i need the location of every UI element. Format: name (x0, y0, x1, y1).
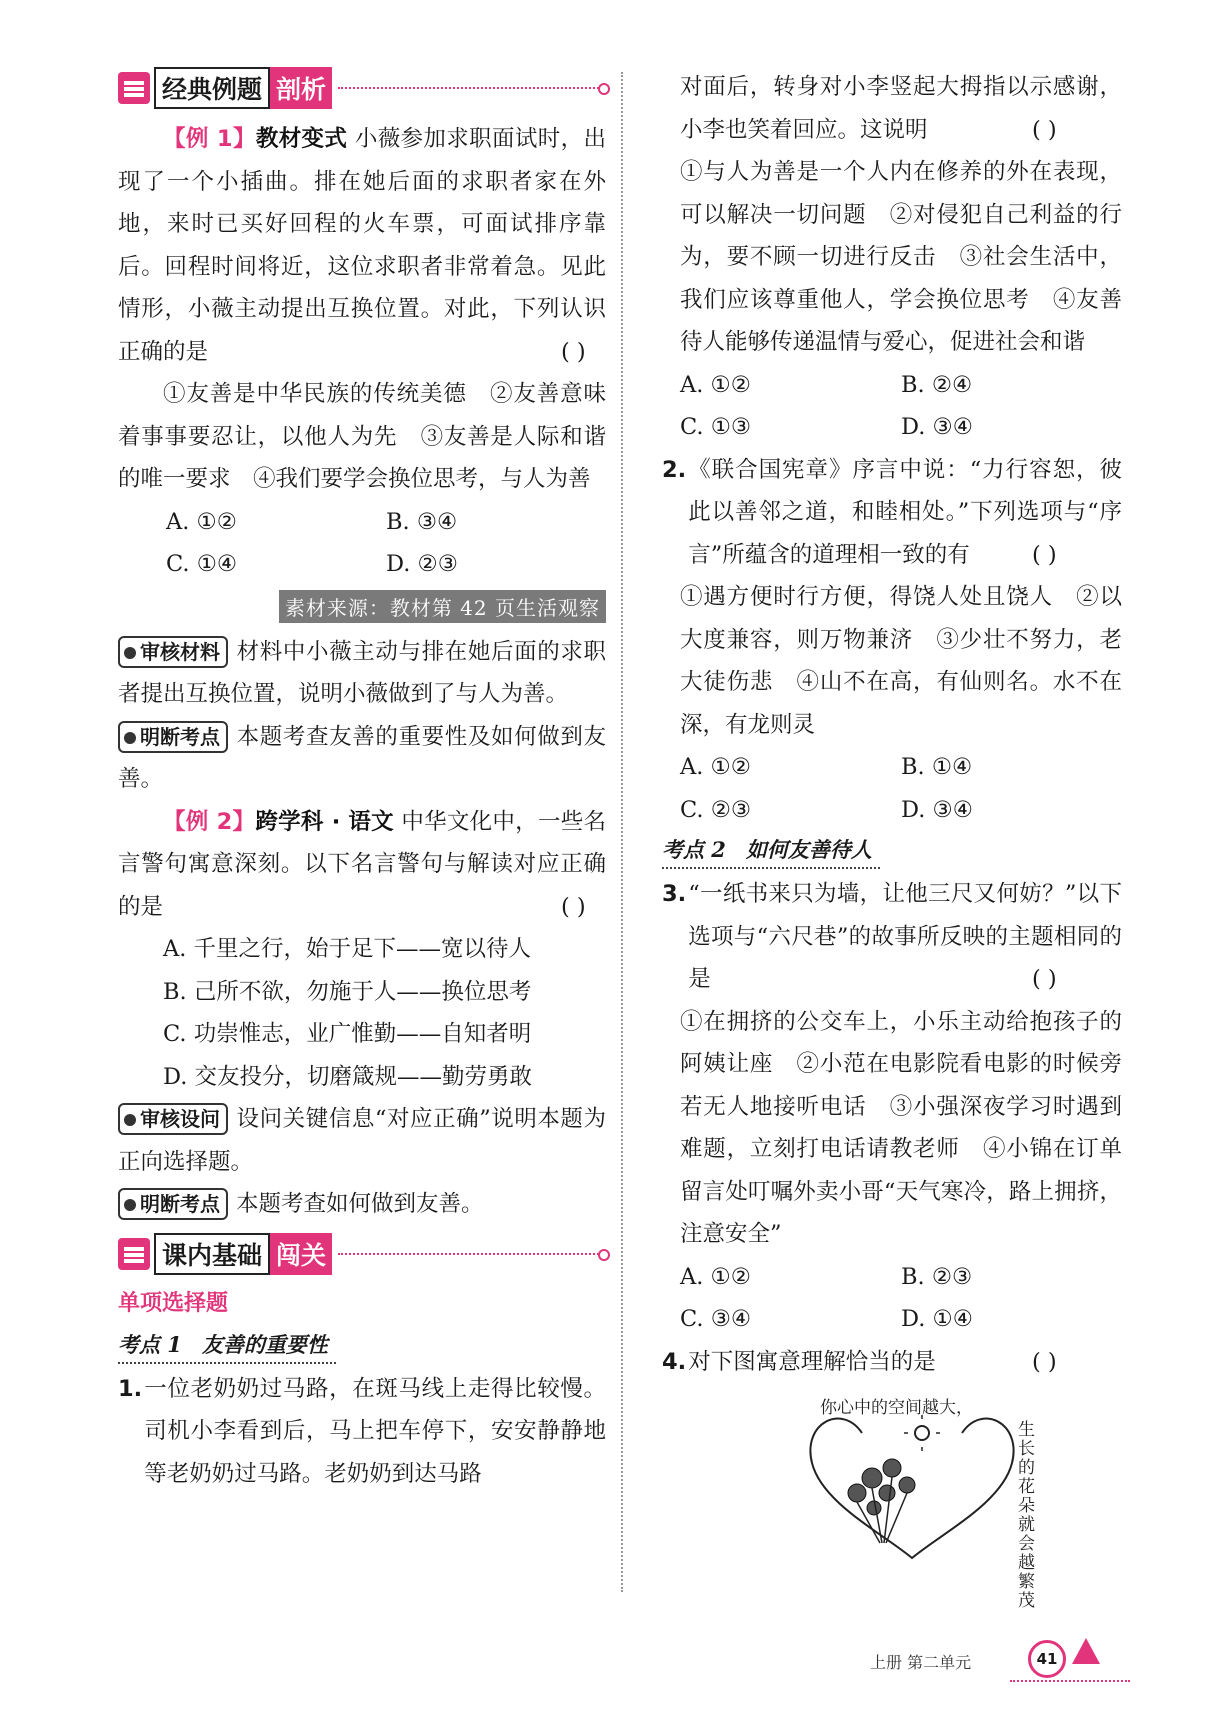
point-tag: 明断考点 (118, 721, 228, 753)
audit-tag: 审核设问 (118, 1103, 228, 1135)
option-a[interactable]: A. ①② (680, 754, 751, 780)
column-divider (621, 72, 623, 1592)
answer-paren: ( ) (561, 338, 586, 365)
sailboat-icon (1072, 1638, 1100, 1664)
material-source: 素材来源：教材第 42 页生活观察 (118, 590, 606, 623)
option-b[interactable]: B. 己所不欲，勿施于人——换位思考 (163, 978, 532, 1005)
option-a[interactable]: A. ①② (680, 1263, 751, 1290)
page-footer (870, 1634, 1140, 1694)
heart-flower-illustration (802, 1393, 1102, 1611)
answer-paren: ( ) (1032, 1348, 1057, 1375)
option-d[interactable]: D. ③④ (901, 796, 973, 823)
audit-tag: 审核材料 (118, 636, 228, 668)
option-b[interactable]: B. ②④ (901, 371, 973, 398)
section-title-part1: 课内基础 (154, 1233, 270, 1275)
option-d[interactable]: D. ②③ (386, 551, 458, 577)
section-divider (338, 87, 606, 89)
audit-question (118, 1098, 606, 1183)
option-c[interactable]: C. ③④ (680, 1306, 752, 1332)
audit-text: 设问关键信息“对应正确”说明本题为正向选择题。 (118, 1106, 606, 1175)
footer-label: 上册 第二单元 (870, 1653, 972, 1672)
option-c[interactable]: C. ①④ (166, 551, 238, 577)
answer-paren: ( ) (1032, 966, 1057, 992)
example-2-subtag: 跨学科 · 语文 (255, 808, 394, 835)
example-2-text: 中华文化中，一些名言警句寓意深刻。以下名言警句与解读对应正确的是 (118, 808, 606, 920)
question-3-stem: “一纸书来只为墙，让他三尺又何妨？”以下选项与“六尺巷”的故事所反映的主题相同的是 (688, 881, 1122, 992)
sun-icon (915, 1426, 929, 1440)
section-header-classic-examples (118, 66, 606, 110)
bullet-icon (124, 647, 136, 659)
question-2-options (662, 746, 1122, 831)
question-2-stem-wrap (688, 449, 1122, 577)
question-number: 4. (662, 1348, 687, 1375)
section-title-part2: 剖析 (270, 67, 332, 109)
wave-decoration (1010, 1680, 1130, 1688)
kaodian-2 (662, 833, 880, 869)
section-divider (338, 1253, 606, 1255)
question-1-statements: ①与人为善是一个人内在修养的外在表现，可以解决一切问题 ②对侵犯自己利益的行为，要不顾一切进行反击 ③社会生活中，我们应该尊重他人，学会换位思考 ④友善待人能够传递温情与爱心，促进社会和谐 (680, 159, 1122, 355)
example-2-stem (118, 801, 606, 929)
kaodian-title: 友善的重要性 (201, 1331, 328, 1357)
option-d[interactable]: D. 交友投分，切磨箴规——勤劳勇敢 (163, 1063, 533, 1090)
question-1-continued: 对面后，转身对小李竖起大拇指以示感谢，小李也笑着回应。这说明 ( ) (662, 66, 1122, 151)
example-1-tag: 【例 1】 (163, 126, 256, 152)
option-b[interactable]: B. ②③ (901, 1263, 973, 1290)
figure-side-text: 生长的花朵就会越繁茂 (1018, 1420, 1035, 1611)
answer-paren: ( ) (1032, 541, 1057, 568)
question-3 (662, 873, 1122, 1001)
books-icon (118, 72, 150, 104)
example-2-options (118, 928, 606, 1098)
question-1-options (662, 364, 1122, 449)
books-icon (118, 1238, 150, 1270)
option-d[interactable]: D. ③④ (901, 414, 973, 440)
option-b[interactable]: B. ③④ (386, 508, 458, 535)
audit-text: 材料中小薇主动与排在她后面的求职者提出互换位置，说明小薇做到了与人为善。 (118, 638, 606, 707)
right-column (662, 66, 1122, 1611)
question-4 (662, 1341, 1122, 1384)
audit-material (118, 631, 606, 716)
heart-flower-drawing (802, 1393, 1102, 1563)
point-text: 本题考查友善的重要性及如何做到友善。 (118, 723, 606, 792)
point-tag: 明断考点 (118, 1188, 228, 1220)
question-3-stem-wrap (688, 873, 1122, 1001)
bullet-icon (124, 1199, 136, 1211)
question-4-stem: 对下图寓意理解恰当的是 (688, 1348, 936, 1375)
kaodian-title: 如何友善待人 (745, 837, 872, 862)
option-a[interactable]: A. ①② (680, 371, 751, 398)
option-b[interactable]: B. ①④ (901, 754, 973, 780)
left-column (118, 66, 606, 1495)
bullet-icon (124, 1114, 136, 1126)
question-1-stem: 一位老奶奶过马路，在斑马线上走得比较慢。司机小李看到后，马上把车停下，安安静静地等老奶奶过马路。老奶奶到达马路 (144, 1375, 606, 1487)
point-text: 本题考查如何做到友善。 (236, 1191, 484, 1217)
option-a[interactable]: A. ①② (166, 508, 237, 535)
kaodian-1 (118, 1328, 336, 1364)
answer-paren: ( ) (1032, 116, 1057, 143)
example-1-subtag: 教材变式 (255, 126, 348, 152)
question-4-stem-wrap (688, 1341, 1122, 1384)
figure-top-text: 你心中的空间越大， (820, 1398, 973, 1418)
section-title-part1: 经典例题 (154, 67, 270, 109)
example-1-stem (118, 118, 606, 373)
question-number: 3. (662, 881, 687, 907)
key-point (118, 716, 606, 801)
sun-rays (904, 1415, 940, 1451)
answer-paren: ( ) (561, 893, 586, 920)
section-title-part2: 闯关 (270, 1233, 332, 1275)
question-number: 1. (118, 1375, 143, 1402)
question-2-stem: 《联合国宪章》序言中说：“力行容恕，彼此以善邻之道，和睦相处。”下列选项与“序言”所蕴含的道理相一致的有 (688, 456, 1122, 568)
kaodian-number: 考点 2 (662, 837, 726, 862)
option-d[interactable]: D. ①④ (901, 1306, 973, 1332)
example-2-tag: 【例 2】 (163, 808, 256, 835)
option-c[interactable]: C. ②③ (680, 796, 752, 823)
option-a[interactable]: A. 千里之行，始于足下——宽以待人 (163, 936, 532, 962)
question-3-options (662, 1256, 1122, 1341)
question-2-statements: ①遇方便时行方便，得饶人处且饶人 ②以大度兼容，则万物兼济 ③少壮不努力，老大徒伤悲 ④山不在高，有仙则名。水不在深，有龙则灵 (680, 584, 1122, 738)
page-number: 41 (1028, 1640, 1066, 1678)
question-2 (662, 449, 1122, 577)
question-1 (118, 1368, 606, 1496)
bullet-icon (124, 732, 136, 744)
example-1-options (118, 501, 606, 586)
question-number: 2. (662, 456, 687, 483)
example-1-statements: ①友善是中华民族的传统美德 ②友善意味着事事要忍让，以他人为先 ③友善是人际和谐的唯一要求 ④我们要学会换位思考，与人为善 (118, 381, 606, 492)
key-point (118, 1183, 606, 1226)
option-c[interactable]: C. ①③ (680, 414, 752, 440)
flower-cluster (848, 1459, 915, 1515)
section-header-basics (118, 1232, 606, 1276)
question-3-statements: ①在拥挤的公交车上，小乐主动给抱孩子的阿姨让座 ②小范在电影院看电影的时候旁若无人地接听电话 ③小强深夜学习时遇到难题，立刻打电话请教老师 ④小锦在订单留言处叮嘱外卖小哥“天气寒冷，路上拥挤，注意安全” (680, 1008, 1122, 1247)
kaodian-number: 考点 1 (118, 1331, 182, 1357)
example-1-text: 小薇参加求职面试时，出现了一个小插曲。排在她后面的求职者家在外地，来时已买好回程的火车票，可面试排序靠后。回程时间将近，这位求职者非常着急。见此情形，小薇主动提出互换位置。对此，下列认识正确的是 (118, 126, 606, 365)
single-choice-heading: 单项选择题 (118, 1290, 229, 1316)
option-c[interactable]: C. 功崇惟志，业广惟勤——自知者明 (163, 1021, 532, 1047)
